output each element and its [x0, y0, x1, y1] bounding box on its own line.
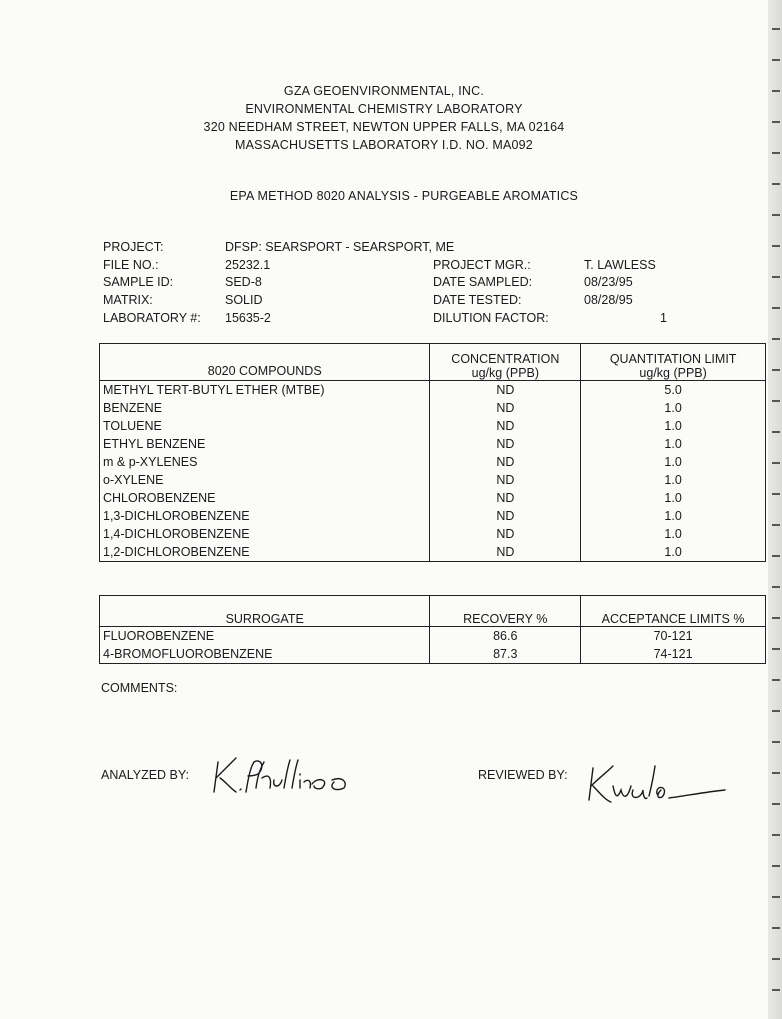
surrogate-header-row [100, 596, 766, 627]
binding-hole [772, 803, 780, 805]
compound-concentration: ND [430, 471, 581, 489]
binding-hole [772, 307, 780, 309]
labno-value: 15635-2 [225, 311, 271, 325]
compound-quant-limit: 5.0 [581, 381, 766, 400]
recovery-col-header: RECOVERY % [430, 596, 581, 627]
sample-label: SAMPLE ID: [103, 275, 174, 289]
file-value: 25232.1 [225, 258, 271, 272]
acceptance-col-header: ACCEPTANCE LIMITS % [581, 596, 766, 627]
compound-name: CHLOROBENZENE [100, 489, 430, 507]
sample-value: SED-8 [225, 275, 262, 289]
compound-concentration: ND [430, 507, 581, 525]
compound-quant-limit: 1.0 [581, 453, 766, 471]
binding-hole [772, 90, 780, 92]
binding-hole [772, 400, 780, 402]
compound-name: o-XYLENE [100, 471, 430, 489]
compound-row [100, 525, 766, 543]
reviewed-signature [585, 760, 735, 811]
binding-hole [772, 59, 780, 61]
compound-name: m & p-XYLENES [100, 453, 430, 471]
binding-hole [772, 276, 780, 278]
binding-hole [772, 462, 780, 464]
binding-hole [772, 214, 780, 216]
compound-name: BENZENE [100, 399, 430, 417]
binding-hole [772, 431, 780, 433]
compound-quant-limit: 1.0 [581, 435, 766, 453]
binding-hole [772, 772, 780, 774]
surrogate-row [100, 645, 766, 664]
binding-hole [772, 741, 780, 743]
compound-concentration: ND [430, 399, 581, 417]
compound-quant-limit: 1.0 [581, 489, 766, 507]
surrogate-acceptance-limits: 74-121 [581, 645, 766, 664]
compound-quant-limit: 1.0 [581, 417, 766, 435]
compounds-table [99, 343, 766, 562]
compound-name: 1,3-DICHLOROBENZENE [100, 507, 430, 525]
project-label: PROJECT: [103, 240, 164, 254]
compound-row [100, 381, 766, 400]
mgr-value: T. LAWLESS [584, 258, 656, 272]
compound-concentration: ND [430, 417, 581, 435]
lab-license: MASSACHUSETTS LABORATORY I.D. NO. MA092 [235, 138, 533, 152]
org-name: GZA GEOENVIRONMENTAL, INC. [283, 84, 485, 98]
compound-name: ETHYL BENZENE [100, 435, 430, 453]
compound-row [100, 507, 766, 525]
binding-hole [772, 245, 780, 247]
lab-name: ENVIRONMENTAL CHEMISTRY LABORATORY [245, 102, 523, 116]
tested-value: 08/28/95 [584, 293, 633, 307]
analyzed-by-label: ANALYZED BY: [101, 768, 189, 782]
comments-label: COMMENTS: [101, 681, 178, 695]
binding-hole [772, 586, 780, 588]
binding-hole [772, 865, 780, 867]
binding-hole [772, 927, 780, 929]
mgr-label: PROJECT MGR.: [433, 258, 531, 272]
compound-row [100, 471, 766, 489]
compound-concentration: ND [430, 435, 581, 453]
compound-concentration: ND [430, 543, 581, 562]
binding-hole [772, 183, 780, 185]
compound-row [100, 489, 766, 507]
surrogate-recovery: 87.3 [430, 645, 581, 664]
binding-hole [772, 896, 780, 898]
binding-hole [772, 834, 780, 836]
compound-quant-limit: 1.0 [581, 471, 766, 489]
compound-row [100, 399, 766, 417]
compound-quant-limit: 1.0 [581, 507, 766, 525]
binding-hole [772, 152, 780, 154]
compound-row [100, 453, 766, 471]
compound-name: METHYL TERT-BUTYL ETHER (MTBE) [100, 381, 430, 400]
analyzed-signature [210, 752, 380, 803]
surrogate-row [100, 627, 766, 646]
dilution-label: DILUTION FACTOR: [433, 311, 549, 325]
binding-hole [772, 524, 780, 526]
surrogate-col-header: SURROGATE [100, 596, 430, 627]
limit-col-header: QUANTITATION LIMIT ug/kg (PPB) [581, 344, 766, 381]
labno-label: LABORATORY #: [103, 311, 201, 325]
tested-label: DATE TESTED: [433, 293, 522, 307]
compound-quant-limit: 1.0 [581, 543, 766, 562]
compound-concentration: ND [430, 381, 581, 400]
lab-address: 320 NEEDHAM STREET, NEWTON UPPER FALLS, MA 02164 [203, 120, 565, 134]
surrogate-name: 4-BROMOFLUOROBENZENE [100, 645, 430, 664]
surrogate-acceptance-limits: 70-121 [581, 627, 766, 646]
compound-concentration: ND [430, 489, 581, 507]
binding-hole [772, 617, 780, 619]
sampled-value: 08/23/95 [584, 275, 633, 289]
binding-hole [772, 648, 780, 650]
spiral-binding-edge [768, 0, 782, 1019]
compound-name: 1,4-DICHLOROBENZENE [100, 525, 430, 543]
binding-hole [772, 679, 780, 681]
compound-name: TOLUENE [100, 417, 430, 435]
method-title: EPA METHOD 8020 ANALYSIS - PURGEABLE AROMATICS [229, 189, 579, 203]
compound-concentration: ND [430, 453, 581, 471]
compound-row [100, 435, 766, 453]
binding-hole [772, 493, 780, 495]
surrogate-name: FLUOROBENZENE [100, 627, 430, 646]
reviewed-by-label: REVIEWED BY: [478, 768, 568, 782]
binding-hole [772, 369, 780, 371]
binding-hole [772, 338, 780, 340]
compound-row [100, 543, 766, 562]
binding-hole [772, 710, 780, 712]
concentration-col-header: CONCENTRATION ug/kg (PPB) [430, 344, 581, 381]
surrogate-table [99, 595, 766, 664]
matrix-value: SOLID [225, 293, 263, 307]
binding-hole [772, 989, 780, 991]
binding-hole [772, 958, 780, 960]
binding-hole [772, 28, 780, 30]
compound-quant-limit: 1.0 [581, 399, 766, 417]
compound-col-header: 8020 COMPOUNDS [100, 344, 430, 381]
matrix-label: MATRIX: [103, 293, 153, 307]
compound-quant-limit: 1.0 [581, 525, 766, 543]
binding-hole [772, 121, 780, 123]
sampled-label: DATE SAMPLED: [433, 275, 533, 289]
file-label: FILE NO.: [103, 258, 159, 272]
compounds-header-row [100, 344, 766, 381]
compound-name: 1,2-DICHLOROBENZENE [100, 543, 430, 562]
surrogate-recovery: 86.6 [430, 627, 581, 646]
dilution-value: 1 [660, 311, 667, 325]
binding-hole [772, 555, 780, 557]
compound-row [100, 417, 766, 435]
compound-concentration: ND [430, 525, 581, 543]
project-value: DFSP: SEARSPORT - SEARSPORT, ME [225, 240, 455, 254]
